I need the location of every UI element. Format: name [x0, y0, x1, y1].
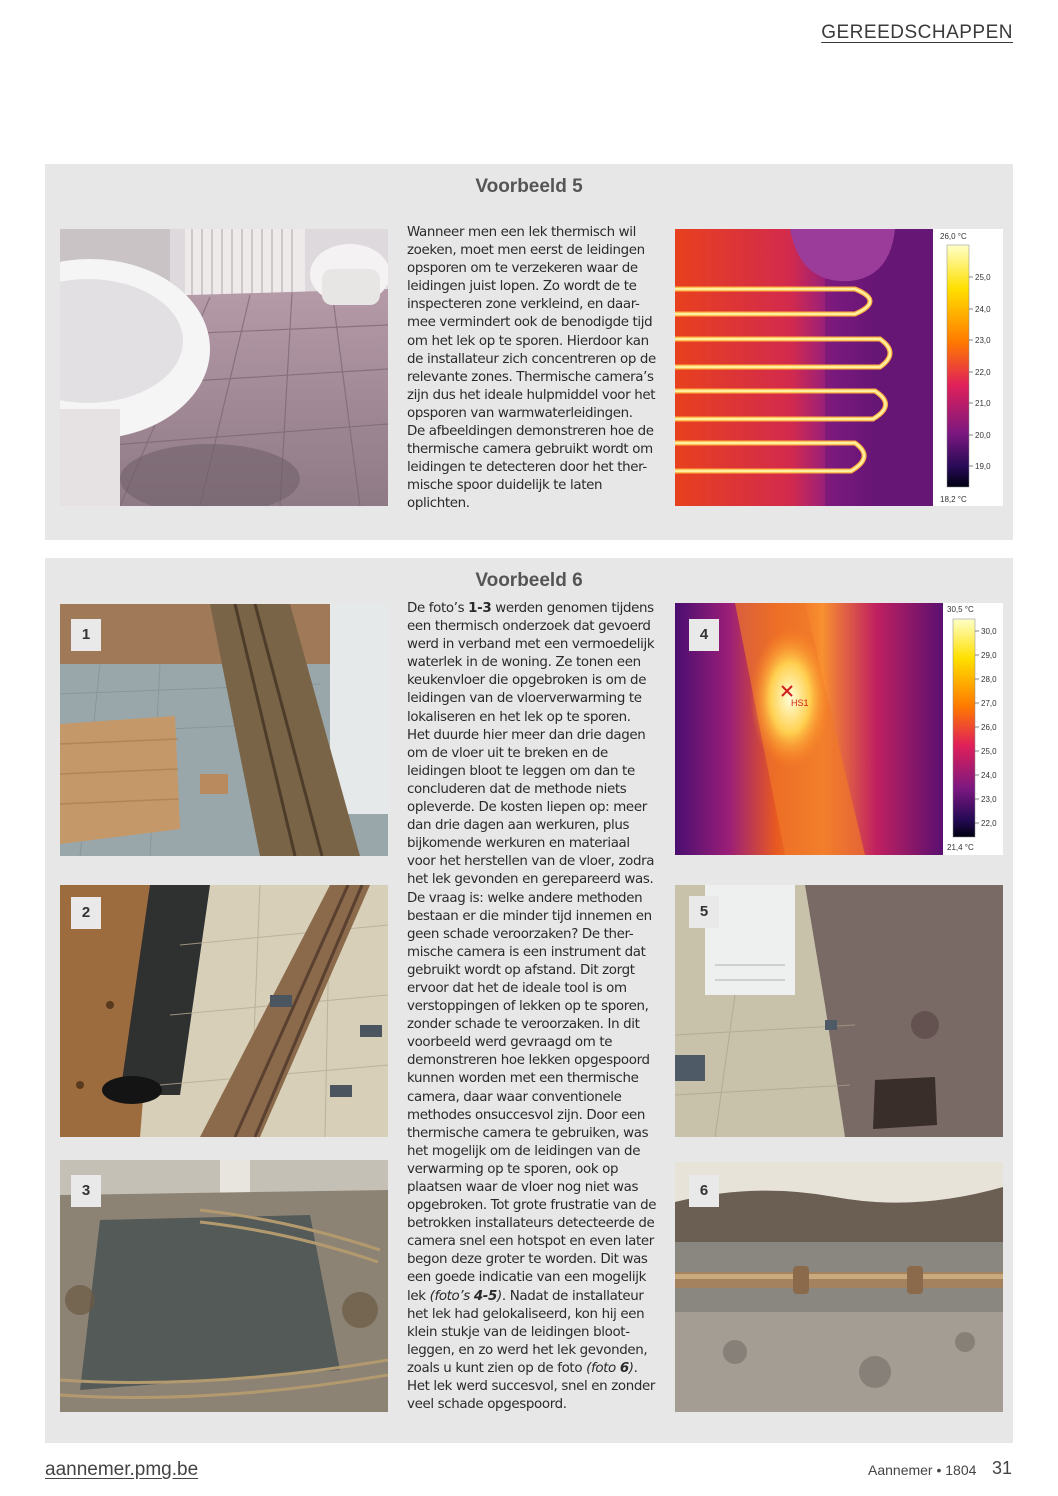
- text-line: leidingen van de vloerverwarming te: [407, 691, 642, 707]
- text-line: geen schade veroorzaken? De ther-: [407, 926, 634, 942]
- text-line: Het lek werd succesvol, snel en zonder: [407, 1379, 656, 1395]
- scale-max-label: 30,5 °C: [947, 605, 974, 614]
- section-heading: GEREEDSCHAPPEN: [821, 22, 1013, 43]
- text-line: de installateur zich concentreren op de: [407, 351, 656, 367]
- example-5-title: Voorbeeld 5: [475, 176, 583, 197]
- scale-min-label: 21,4 °C: [947, 843, 974, 852]
- text-line: camera, daar waar conventionele: [407, 1089, 622, 1105]
- photo-1-kitchen-floor: [60, 604, 388, 856]
- text-line: leidingen te detecteren door het ther-: [407, 460, 647, 476]
- text-line: werd in verband met een vermoedelijk: [407, 637, 655, 653]
- text-line: een goede indicatie van een mogelijk: [407, 1270, 646, 1286]
- text-line: dan drie dagen aan werkuren, plus: [407, 818, 630, 834]
- scale-tick: 22,0: [975, 368, 991, 377]
- photo-4-thermal-hotspot: [675, 603, 1003, 855]
- photo-6-label: 6: [689, 1175, 719, 1207]
- text-line: zoals u kunt zien op de foto (foto 6).: [407, 1360, 638, 1376]
- page-number: 31: [992, 1458, 1013, 1478]
- text-line: verstoppingen of lekken op te sporen,: [407, 999, 649, 1015]
- photo-2-label: 2: [71, 897, 101, 929]
- example-6-text: [407, 600, 656, 1414]
- text-line: camera snel een hotspot en even later: [407, 1234, 654, 1250]
- text-line: opsporen om te verzekeren waar de: [407, 261, 638, 277]
- text-line: concluderen dat de methode niets: [407, 781, 627, 797]
- thermal-image-5: [675, 229, 1003, 506]
- scale-tick: 28,0: [981, 675, 997, 684]
- example-5-text: [407, 224, 656, 514]
- text-line: leggen, en zo werd het lek gevonden,: [407, 1342, 648, 1358]
- text-line: thermische camera te gebruiken, was: [407, 1125, 649, 1141]
- scale-tick: 30,0: [981, 627, 997, 636]
- text-line: zoeken, moet men eerst de leidingen: [407, 243, 645, 259]
- text-line: oplichten.: [407, 496, 470, 512]
- text-line: De vraag is: welke andere methoden: [407, 890, 643, 906]
- photo-3-exposed-pipes: [60, 1160, 388, 1412]
- scale-tick: 25,0: [981, 747, 997, 756]
- text-line: ervoor dat het de ideale tool is om: [407, 980, 627, 996]
- bathroom-photo: [60, 229, 388, 506]
- footer-website-link[interactable]: aannemer.pmg.be: [45, 1459, 199, 1480]
- hotspot-label: HS1: [791, 698, 809, 708]
- text-line: klein stukje van de leidingen bloot-: [407, 1324, 630, 1340]
- text-line: om de vloer uit te breken en de: [407, 745, 608, 761]
- text-line: lokaliseren en het lek op te sporen.: [407, 709, 631, 725]
- example-6-title: Voorbeeld 6: [475, 570, 583, 591]
- text-line: bijkomende werkuren en materiaal: [407, 836, 630, 852]
- scale-tick: 19,0: [975, 462, 991, 471]
- text-line: bestaan er die minder tijd innemen en: [407, 908, 652, 924]
- photo-4-label: 4: [689, 619, 719, 651]
- text-line: veel schade opgespoord.: [407, 1397, 567, 1413]
- photo-1-label: 1: [71, 619, 101, 651]
- text-line: zijn dus het ideale hulpmiddel voor het: [407, 387, 656, 403]
- scale-tick: 26,0: [981, 723, 997, 732]
- text-line: mee vermindert ook de benodigde tijd: [407, 315, 653, 331]
- text-line: leidingen juist lopen. Zo wordt de te: [407, 279, 637, 295]
- scale-tick: 24,0: [981, 771, 997, 780]
- scale-tick: 22,0: [981, 819, 997, 828]
- text-line: leidingen bloot te leggen om dan te: [407, 763, 635, 779]
- text-line: opleverde. De kosten liepen op: meer: [407, 800, 647, 816]
- photo-5-label: 5: [689, 896, 719, 928]
- text-line: methodes onsuccesvol zijn. Door een: [407, 1107, 646, 1123]
- photo-5-floor-area: [675, 885, 1003, 1137]
- text-line: gebruikt wordt op afstand. Dit zorgt: [407, 962, 635, 978]
- scale-max-label: 26,0 °C: [940, 232, 967, 241]
- text-line: demonstreren hoe lekken opgespoord: [407, 1053, 650, 1069]
- text-line: mische camera is een instrument dat: [407, 944, 646, 960]
- photo-2-broken-floor: [60, 885, 388, 1137]
- scale-tick: 24,0: [975, 305, 991, 314]
- scale-tick: 27,0: [981, 699, 997, 708]
- text-line: voor het herstellen van de vloer, zodra: [407, 854, 655, 870]
- text-line: begon deze groter te worden. Dit was: [407, 1252, 648, 1268]
- scale-tick: 29,0: [981, 651, 997, 660]
- text-line: het lek had gelokaliseerd, kon hij een: [407, 1306, 645, 1322]
- scale-min-label: 18,2 °C: [940, 495, 967, 504]
- text-line: om het lek op te sporen. Hierdoor kan: [407, 333, 649, 349]
- footer-magazine-issue: Aannemer • 1804: [868, 1462, 977, 1478]
- text-line: betrokken installateurs detecteerde de: [407, 1216, 655, 1232]
- text-line: Het duurde hier meer dan drie dagen: [407, 727, 646, 743]
- text-line: een thermisch onderzoek dat gevoerd: [407, 619, 651, 635]
- text-line: mische spoor duidelijk te laten: [407, 478, 603, 494]
- scale-tick: 21,0: [975, 399, 991, 408]
- scale-tick: 20,0: [975, 431, 991, 440]
- text-line: plaatsen waar de vloer nog niet was: [407, 1180, 639, 1195]
- text-line: het lek gevonden en gerepareerd was.: [407, 872, 654, 888]
- scale-tick: 25,0: [975, 273, 991, 282]
- text-line: verwarming op te sporen, ook op: [407, 1161, 619, 1177]
- text-line: inspecteren zone verkleind, en daar-: [407, 297, 640, 313]
- text-line: thermische camera gebruikt wordt om: [407, 442, 653, 458]
- photo-6-leak-pipe: [675, 1162, 1003, 1412]
- scale-tick: 23,0: [981, 795, 997, 804]
- scale-tick: 23,0: [975, 336, 991, 345]
- text-line: keukenvloer die opgebroken is om de: [407, 673, 647, 689]
- text-line: Wanneer men een lek thermisch wil: [407, 225, 636, 240]
- text-line: lek (foto’s 4-5). Nadat de installateur: [407, 1288, 644, 1304]
- photo-3-label: 3: [71, 1175, 101, 1207]
- text-line: voorbeeld werd gevraagd om te: [407, 1035, 613, 1051]
- text-line: De afbeeldingen demonstreren hoe de: [407, 424, 654, 440]
- text-line: waterlek in de woning. Ze tonen een: [407, 655, 641, 671]
- text-line: zonder schade te veroorzaken. In dit: [407, 1017, 640, 1033]
- text-line: relevante zones. Thermische camera’s: [407, 369, 654, 385]
- text-line: kunnen worden met een thermische: [407, 1071, 639, 1087]
- text-line: De foto’s 1-3 werden genomen tijdens: [407, 601, 654, 616]
- text-line: opsporen van warmwaterleidingen.: [407, 405, 633, 421]
- text-line: opgebroken. Tot grote frustratie van de: [407, 1198, 657, 1214]
- text-line: het mogelijk om de leidingen van de: [407, 1143, 641, 1159]
